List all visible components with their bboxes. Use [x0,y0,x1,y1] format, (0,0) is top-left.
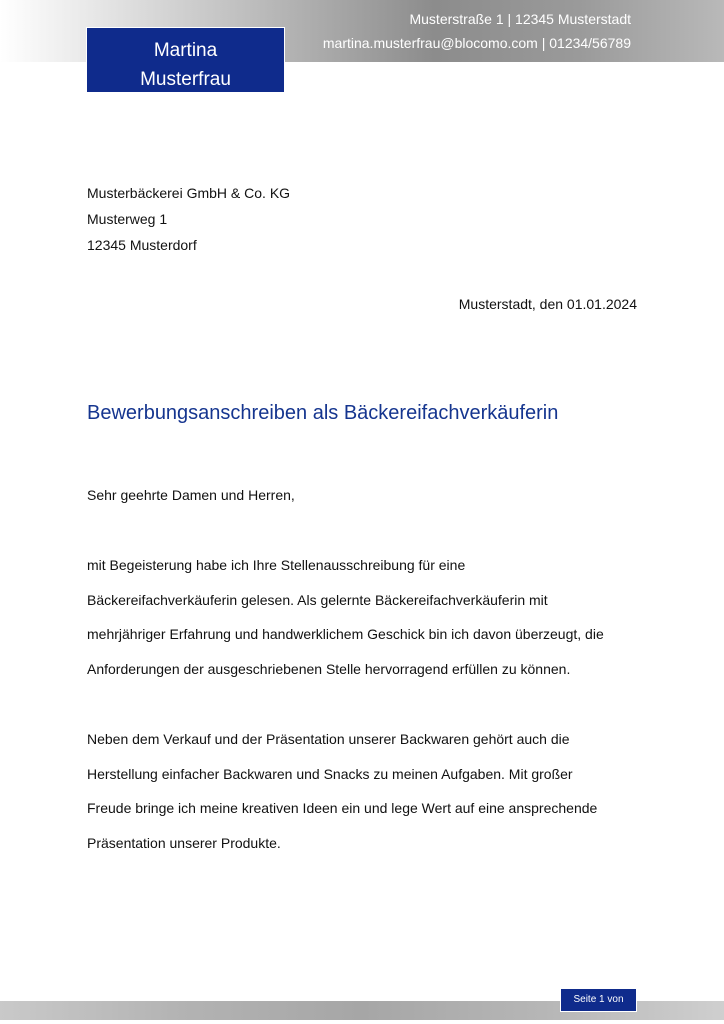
recipient-company: Musterbäckerei GmbH & Co. KG [87,185,291,201]
paragraph-line: Präsentation unserer Produkte. [87,835,281,852]
body-paragraph-2 [87,722,647,861]
letter-subject: Bewerbungsanschreiben als Bäckereifachverkäuferin [87,402,559,424]
paragraph-line: Bäckereifachverkäuferin gelesen. Als gelernte Bäckereifachverkäuferin mit [87,591,548,608]
recipient-address [87,180,290,258]
paragraph-line: Anforderungen der ausgeschriebenen Stelle hervorragend erfüllen zu können. [87,661,571,678]
paragraph-line: mehrjähriger Erfahrung und handwerklichem Geschick bin ich davon überzeugt, die [87,626,604,643]
name-box [86,27,285,93]
recipient-street: Musterweg 1 [87,211,168,227]
paragraph-line: Herstellung einfacher Backwaren und Snacks zu meinen Aufgaben. Mit großer [87,765,573,782]
letter-salutation: Sehr geehrte Damen und Herren, [87,487,295,503]
recipient-city: 12345 Musterdorf [87,237,197,253]
paragraph-line: Neben dem Verkauf und der Präsentation unserer Backwaren gehört auch die [87,731,570,747]
body-paragraph-1 [87,548,647,687]
name-last: Musterfrau [140,69,231,90]
sender-contact: martina.musterfrau@blocomo.com | 01234/56789 [322,35,631,51]
page-number-badge: Seite 1 von [560,988,637,1012]
name-first: Martina [153,40,218,61]
sender-address: Musterstraße 1 | 12345 Musterstadt [409,11,631,27]
letter-date: Musterstadt, den 01.01.2024 [458,296,637,312]
paragraph-line: mit Begeisterung habe ich Ihre Stellenausschreibung für eine [87,557,466,573]
paragraph-line: Freude bringe ich meine kreativen Ideen ein und lege Wert auf eine ansprechende [87,800,598,817]
